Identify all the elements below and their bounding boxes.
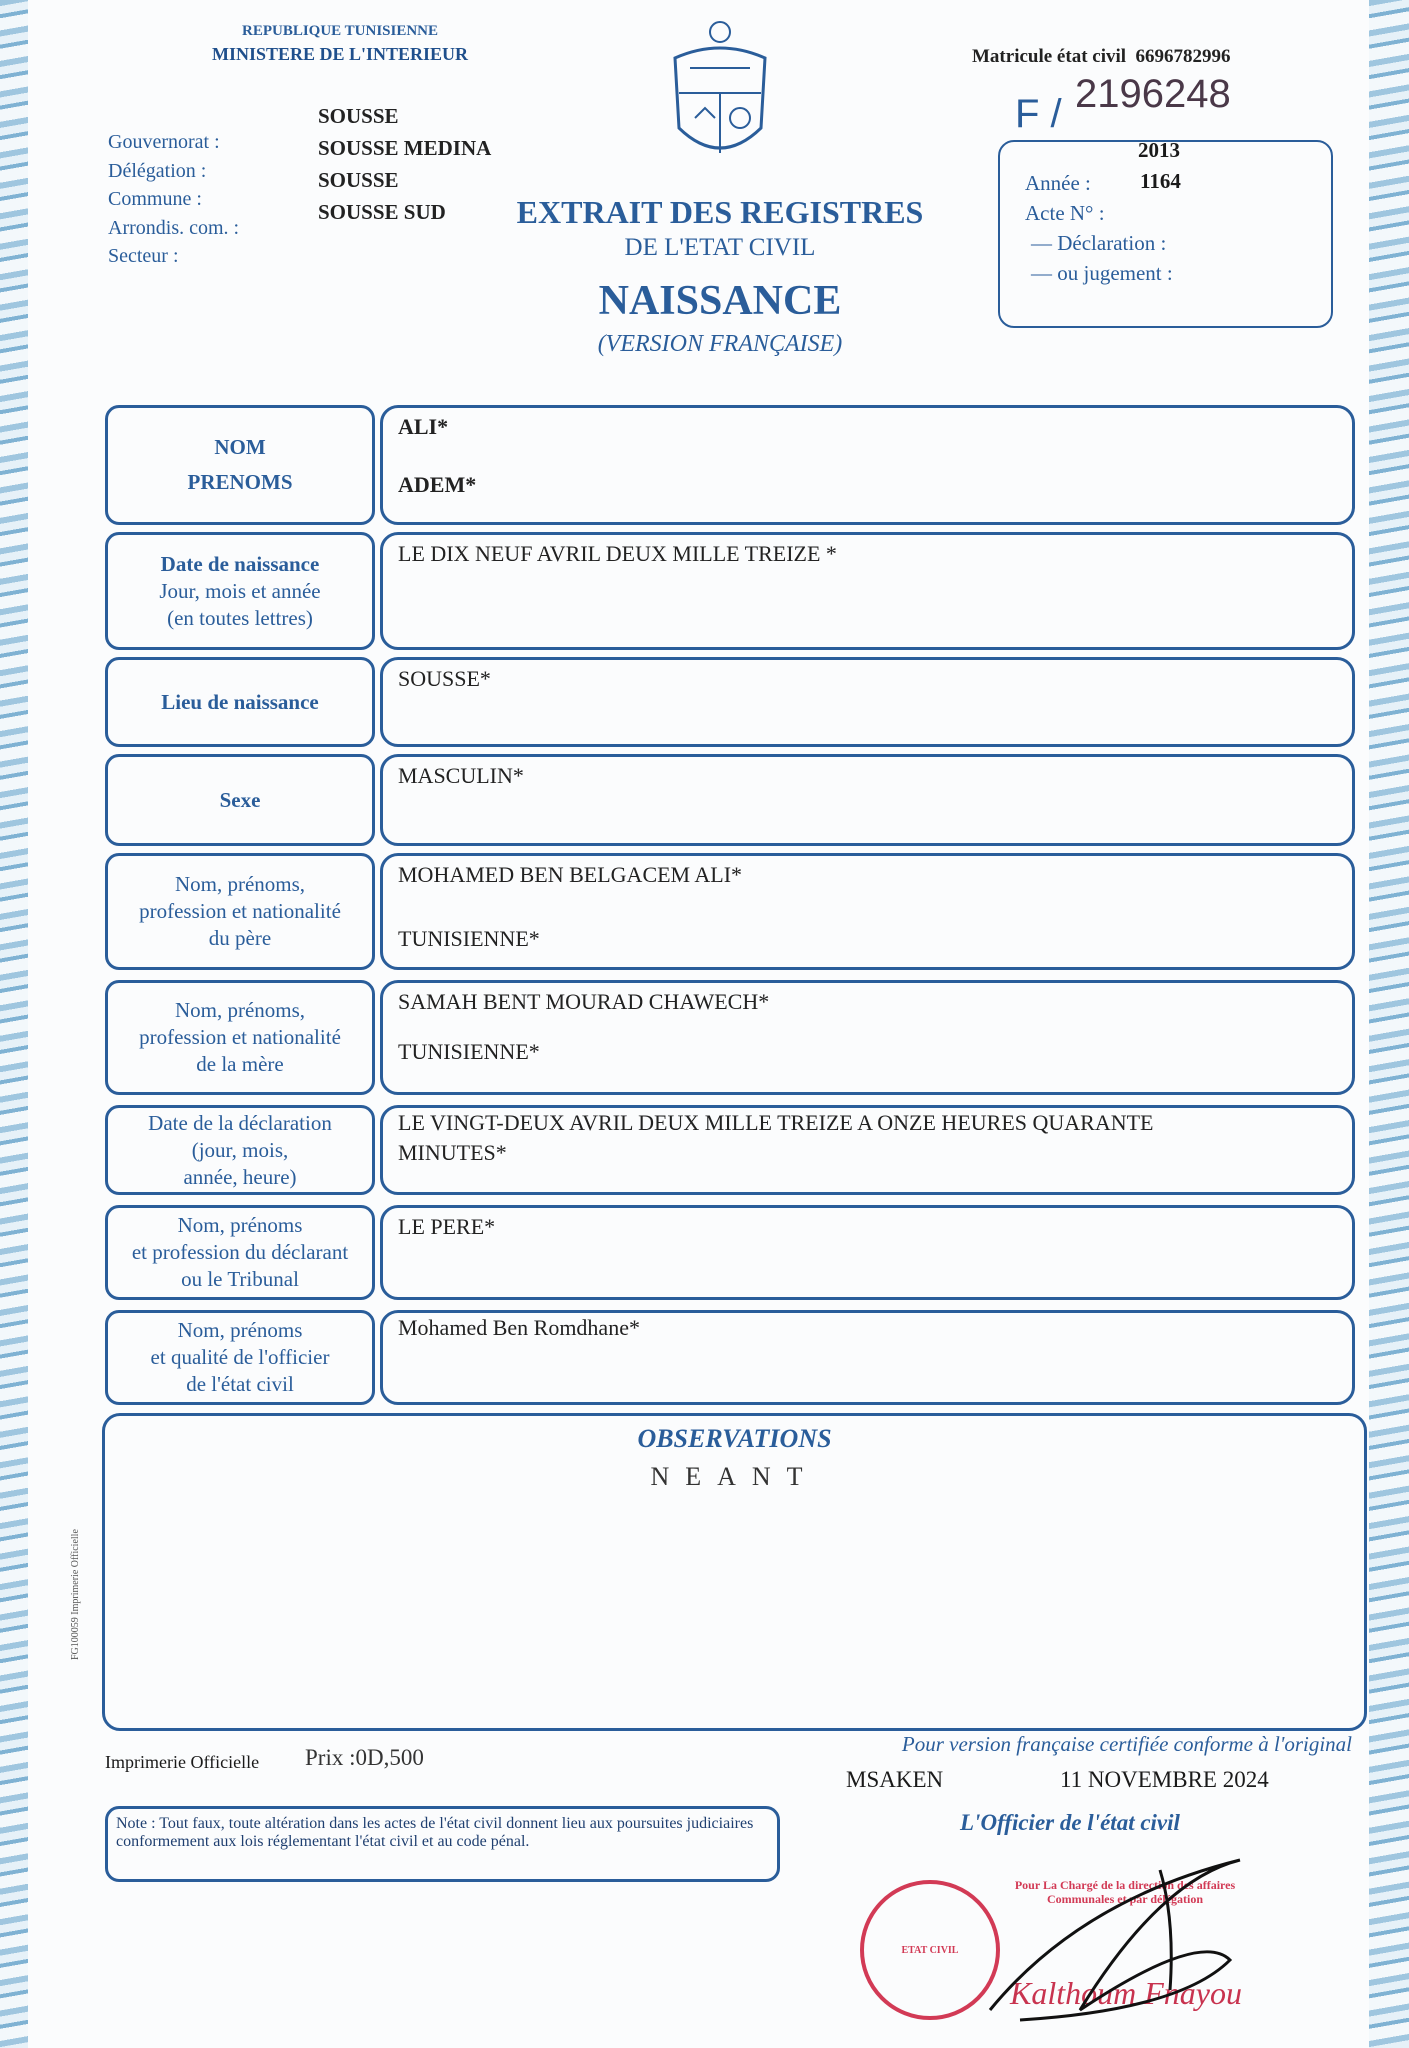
label-line: Date de la déclaration (148, 1110, 332, 1135)
declaration-date-value-cont: MINUTES* (398, 1140, 507, 1165)
side-print-reference: FG100059 Imprimerie Officielle (70, 1529, 81, 1660)
acte-label: Acte N° : (1025, 201, 1105, 225)
row-label (105, 980, 375, 1095)
label-line: Date de naissance (160, 551, 320, 576)
coat-of-arms-icon (665, 18, 775, 178)
mother-name-value: SAMAH BENT MOURAD CHAWECH* (398, 989, 770, 1014)
label-line: de la mère (196, 1052, 284, 1076)
label-line: NOM (214, 435, 266, 459)
nom-value: ALI* (398, 414, 449, 439)
mother-nationality-value: TUNISIENNE* (398, 1039, 540, 1064)
label-line: de l'état civil (186, 1372, 294, 1396)
row-value (380, 532, 1355, 650)
declarant-value: LE PERE* (398, 1214, 496, 1239)
row-sex (105, 754, 1355, 846)
legal-note: Note : Tout faux, toute altération dans les actes de l'état civil donnent lieu aux poursuites judiciaires conformement aux lois réglementant l'état civil et au code pénal. (105, 1806, 780, 1882)
matricule (972, 46, 1231, 68)
acte-value: 1164 (1140, 169, 1181, 193)
observations-value: NEANT (650, 1462, 819, 1491)
label-secteur: Secteur : (108, 245, 179, 267)
row-value (380, 980, 1355, 1095)
annee-value: 2013 (1138, 138, 1180, 162)
matricule-label: Matricule état civil (972, 46, 1127, 67)
serial-prefix: F / (1015, 92, 1062, 136)
row-value (380, 853, 1355, 970)
jugement-label: — ou jugement : (1031, 261, 1173, 285)
label-gouvernorat: Gouvernorat : (108, 131, 220, 153)
officer-title: L'Officier de l'état civil (960, 1810, 1180, 1835)
row-officer (105, 1310, 1355, 1405)
prenoms-value: ADEM* (398, 472, 477, 497)
document-title: EXTRAIT DES REGISTRES (516, 194, 924, 230)
label-line: profession et nationalité (139, 899, 341, 923)
location-labels (108, 128, 239, 271)
row-label (105, 405, 375, 525)
label-line: (jour, mois, (191, 1137, 289, 1162)
serial-number: 2196248 (1075, 72, 1231, 116)
label-line: et qualité de l'officier (150, 1345, 330, 1369)
label-line: Nom, prénoms, (174, 872, 306, 896)
signature-icon (960, 1840, 1260, 2030)
row-value (380, 405, 1355, 525)
act-type-heading: NAISSANCE (598, 278, 842, 324)
row-value (380, 1310, 1355, 1405)
label-line: année, heure) (183, 1164, 297, 1189)
stamp-circle-text: ETAT CIVIL (901, 1944, 959, 1956)
decorative-border-right (1369, 0, 1409, 2048)
row-value (380, 1105, 1355, 1195)
row-birth-date (105, 532, 1355, 650)
printer-label: Imprimerie Officielle (105, 1752, 260, 1772)
label-line: ou le Tribunal (181, 1267, 299, 1291)
sex-value: MASCULIN* (398, 763, 524, 788)
birth-place-value: SOUSSE* (398, 666, 491, 691)
stamp-delegation-text: Pour La Chargé de la direction des affaires Communales et par délégation (1014, 1878, 1236, 1906)
row-birth-place (105, 657, 1355, 747)
decorative-border-left (0, 0, 28, 2048)
row-label (105, 754, 375, 846)
label-delegation: Délégation : (108, 159, 207, 182)
row-label (105, 1310, 375, 1405)
father-nationality-value: TUNISIENNE* (398, 926, 540, 951)
officer-value: Mohamed Ben Romdhane* (398, 1315, 640, 1340)
label-arrondissement: Arrondis. com. : (108, 216, 240, 239)
label-line: Nom, prénoms, (174, 998, 306, 1022)
observations-title: OBSERVATIONS (637, 1424, 832, 1453)
birth-date-value: LE DIX NEUF AVRIL DEUX MILLE TREIZE * (398, 541, 837, 566)
declaration-date-value: LE VINGT-DEUX AVRIL DEUX MILLE TREIZE A ONZE HEURES QUARANTE (398, 1110, 1154, 1135)
father-name-value: MOHAMED BEN BELGACEM ALI* (398, 862, 743, 887)
observations-box (102, 1413, 1367, 1731)
label-line: Sexe (219, 787, 261, 812)
matricule-value: 6696782996 (1135, 46, 1231, 67)
document-subtitle: DE L'ETAT CIVIL (624, 234, 816, 261)
row-value (380, 754, 1355, 846)
row-label (105, 1205, 375, 1300)
label-line: du père (208, 926, 272, 950)
row-father (105, 853, 1355, 970)
label-line: Jour, mois et année (159, 578, 321, 603)
row-label (105, 853, 375, 970)
ministry-heading: MINISTERE DE L'INTERIEUR (211, 44, 469, 64)
row-declarant (105, 1205, 1355, 1300)
price: Prix :0D,500 (305, 1745, 424, 1770)
row-declaration-date (105, 1105, 1355, 1195)
certification-text: Pour version française certifiée conforme à l'original (901, 1732, 1352, 1756)
value-delegation: SOUSSE MEDINA (318, 136, 492, 160)
row-label (105, 532, 375, 650)
label-commune: Commune : (108, 188, 202, 210)
label-line: et profession du déclarant (131, 1240, 349, 1264)
signatory-name: Kalthoum Fnayou (1010, 1975, 1242, 2011)
location-values (318, 100, 491, 228)
row-name (105, 405, 1355, 525)
label-line: (en toutes lettres) (167, 605, 313, 630)
value-commune: SOUSSE (318, 168, 399, 192)
row-label (105, 657, 375, 747)
row-value (380, 657, 1355, 747)
row-mother (105, 980, 1355, 1095)
label-line: Lieu de naissance (161, 689, 319, 714)
label-line: Nom, prénoms (177, 1213, 303, 1237)
label-line: profession et nationalité (139, 1025, 341, 1049)
republic-heading: REPUBLIQUE TUNISIENNE (241, 23, 439, 39)
declaration-label: — Déclaration : (1031, 231, 1167, 255)
issue-date: 11 NOVEMBRE 2024 (1060, 1767, 1269, 1792)
issue-place: MSAKEN (846, 1767, 944, 1792)
row-label (105, 1105, 375, 1195)
label-line: Nom, prénoms (177, 1318, 303, 1342)
version-label: (VERSION FRANÇAISE) (597, 331, 843, 357)
label-line: PRENOMS (187, 470, 293, 494)
value-gouvernorat: SOUSSE (318, 104, 399, 128)
annee-label: Année : (1025, 171, 1091, 195)
value-arrondissement: SOUSSE SUD (318, 200, 446, 224)
row-value (380, 1205, 1355, 1300)
